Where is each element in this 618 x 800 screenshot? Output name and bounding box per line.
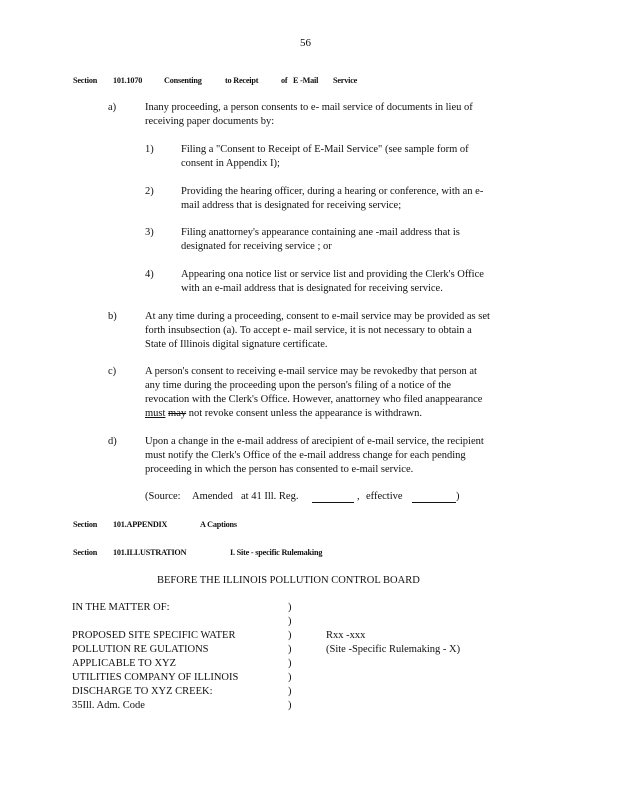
subitem-line: Appearing ona notice list or service list and providing the Clerk's Office <box>181 269 484 280</box>
source-amended: Amended <box>192 491 233 502</box>
caption-line: APPLICABLE TO XYZ <box>72 658 177 669</box>
item-marker: b) <box>108 311 117 322</box>
caption-line: POLLUTION RE GULATIONS <box>72 644 209 655</box>
register-blank <box>312 490 354 508</box>
item-d-line: Upon a change in the e-mail address of arecipient of e-mail service, the recipient <box>145 436 484 447</box>
caption-line: DISCHARGE TO XYZ CREEK: <box>72 686 213 697</box>
section-title-part: Consenting <box>164 76 202 85</box>
item-b-line: At any time during a proceeding, consent to e-mail service may be provided as set <box>145 311 490 322</box>
item-marker: c) <box>108 366 117 377</box>
caption-paren: ) <box>288 630 292 641</box>
item-c-line: any time during the proceeding upon the person's filing of a notice of the <box>145 380 452 391</box>
subitem-line: designated for receiving service ; or <box>181 241 332 252</box>
item-marker: a) <box>108 102 117 113</box>
docket-type: (Site -Specific Rulemaking - X) <box>326 644 461 655</box>
subitem-line: mail address that is designated for receiving service; <box>181 200 402 211</box>
item-b-line: forth insubsection (a). To accept e- mail service, it is not necessary to obtain a <box>145 325 472 336</box>
inserted-word: must <box>145 408 166 419</box>
item-d-line: must notify the Clerk's Office of the e-mail address change for each pending <box>145 450 466 461</box>
source-register: at 41 Ill. Reg. <box>241 491 299 502</box>
item-marker: d) <box>108 436 117 447</box>
caption-paren: ) <box>288 700 292 711</box>
appendix-title: A Captions <box>200 520 237 529</box>
board-title: BEFORE THE ILLINOIS POLLUTION CONTROL BOARD <box>157 575 420 586</box>
item-b-line: State of Illinois digital signature certificate. <box>145 339 328 350</box>
section-number: 101.1070 <box>113 76 143 85</box>
source-close: ) <box>456 491 460 502</box>
item-a-line: Inany proceeding, a person consents to e- mail service of documents in lieu of <box>145 102 473 113</box>
caption-line: PROPOSED SITE SPECIFIC WATER <box>72 630 236 641</box>
appendix-number: 101.APPENDIX <box>113 520 168 529</box>
subitem-line: Filing anattorney's appearance containing ane -mail address that is <box>181 227 460 238</box>
item-a-line: receiving paper documents by: <box>145 116 275 127</box>
section-title-part: Service <box>333 76 358 85</box>
item-d-line: proceeding in which the person has consented to e-mail service. <box>145 464 414 475</box>
subitem-line: Providing the hearing officer, during a hearing or conference, with an e- <box>181 186 484 197</box>
item-c-line: A person's consent to receiving e-mail service may be revokedby that person at <box>145 366 477 377</box>
page-number: 56 <box>300 37 311 49</box>
subitem-marker: 1) <box>145 144 154 155</box>
section-label: Section <box>73 76 98 85</box>
item-c-last-line <box>145 407 422 421</box>
caption-paren: ) <box>288 616 292 627</box>
item-c-line: revocation with the Clerk's Office. However, anattorney who filed anappearance <box>145 394 483 405</box>
caption-line: 35Ill. Adm. Code <box>72 700 145 711</box>
source-effective: effective <box>366 491 403 502</box>
caption-paren: ) <box>288 602 292 613</box>
subitem-marker: 4) <box>145 269 154 280</box>
source-label: (Source: <box>145 491 181 502</box>
caption-line: UTILITIES COMPANY OF ILLINOIS <box>72 672 239 683</box>
item-c-line-rest: not revoke consent unless the appearance is withdrawn. <box>186 408 423 419</box>
deleted-word: may <box>168 408 187 419</box>
illustration-title: I. Site - specific Rulemaking <box>230 548 323 557</box>
subitem-marker: 3) <box>145 227 154 238</box>
subitem-line: with an e-mail address that is designated for receiving service. <box>181 283 443 294</box>
subitem-line: consent in Appendix I); <box>181 158 280 169</box>
caption-paren: ) <box>288 644 292 655</box>
illustration-label: Section <box>73 548 98 557</box>
section-title-part: to Receipt <box>225 76 259 85</box>
caption-paren: ) <box>288 672 292 683</box>
caption-paren: ) <box>288 658 292 669</box>
source-comma: , <box>357 491 360 502</box>
subitem-marker: 2) <box>145 186 154 197</box>
subitem-line: Filing a "Consent to Receipt of E-Mail Service" (see sample form of <box>181 144 469 155</box>
caption-paren: ) <box>288 686 292 697</box>
effective-blank <box>412 490 456 508</box>
section-title-part: of <box>281 76 288 85</box>
docket-number: Rxx -xxx <box>326 630 366 641</box>
illustration-number: 101.ILLUSTRATION <box>113 548 187 557</box>
section-title-part: E -Mail <box>293 76 319 85</box>
appendix-label: Section <box>73 520 98 529</box>
caption-line: IN THE MATTER OF: <box>72 602 170 613</box>
